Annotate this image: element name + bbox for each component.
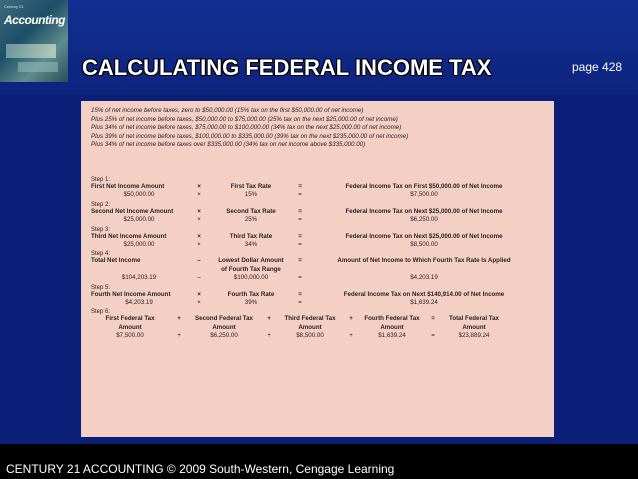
operator: = xyxy=(298,298,302,306)
step-value: 15% xyxy=(244,191,258,199)
step-value: 25% xyxy=(244,216,258,224)
step-value: 39% xyxy=(244,298,258,306)
step-value-row xyxy=(91,191,551,199)
operator: = xyxy=(298,257,302,265)
operator: = xyxy=(431,332,435,340)
step-label: Step 6: xyxy=(91,309,111,316)
step-header-row-2 xyxy=(91,266,551,274)
operator: = xyxy=(298,183,302,190)
operator: = xyxy=(431,315,435,323)
step-value-row xyxy=(91,241,551,249)
operator: × xyxy=(197,183,201,190)
step6-header-row xyxy=(91,315,551,323)
page-reference: page 428 xyxy=(572,60,623,74)
step-cell: Amount xyxy=(118,323,142,331)
step-cell: First Tax Rate xyxy=(230,183,272,190)
operator: + xyxy=(349,332,353,340)
book-cover-logo xyxy=(0,0,68,82)
step-header-row xyxy=(91,233,551,241)
step-cell: Amount of Net Income to Which Fourth Tax Rate Is Applied xyxy=(337,257,511,265)
step-value: $7,500.00 xyxy=(116,332,144,340)
operator: + xyxy=(267,332,271,340)
step-cell: of Fourth Tax Range xyxy=(221,265,281,273)
operator: × xyxy=(197,191,201,199)
operator: = xyxy=(298,232,302,240)
step-value: $50,000.00 xyxy=(123,191,155,199)
step-cell: Third Net Income Amount xyxy=(91,232,167,240)
tax-calculation-panel xyxy=(81,101,554,437)
step-header-row xyxy=(91,208,551,216)
operator: + xyxy=(177,315,181,323)
operator: × xyxy=(197,290,201,298)
logo-small-text: Century 21 xyxy=(4,4,24,9)
step-cell: Second Tax Rate xyxy=(226,207,276,215)
step-value: $8,500.00 xyxy=(410,240,438,248)
step-cell: Federal Income Tax on Next $25,000.00 of Net Income xyxy=(345,207,503,215)
step-cell: Third Tax Rate xyxy=(229,232,273,240)
operator: = xyxy=(298,274,302,282)
calculation-steps xyxy=(91,175,551,340)
step-value: $23,889.24 xyxy=(458,332,490,340)
step-cell: First Federal Tax xyxy=(105,315,155,323)
step-cell: Total Federal Tax xyxy=(449,315,499,323)
step-value-row xyxy=(91,299,551,307)
tax-rule: 15% of net income before taxes, zero to $50,000.00 (15% tax on the first $50,000.00 of net income) xyxy=(91,107,364,114)
step-value: $1,639.24 xyxy=(378,332,406,340)
operator: × xyxy=(197,216,201,224)
step-cell: Amount xyxy=(298,323,322,331)
operator: = xyxy=(298,207,302,215)
step-cell: Federal Income Tax on Next $25,000.00 of Net Income xyxy=(345,232,503,240)
step-value-row xyxy=(91,274,551,282)
operator: – xyxy=(197,257,201,265)
operator: = xyxy=(298,240,302,248)
step-cell: Second Net Income Amount xyxy=(91,207,174,215)
step-label: Step 2: xyxy=(91,201,111,208)
step6-header-row-2 xyxy=(91,324,551,332)
step-label: Step 1: xyxy=(91,177,111,183)
step-cell: Total Net Income xyxy=(91,257,141,265)
step-cell: Third Federal Tax xyxy=(284,315,336,323)
step-label: Step 5: xyxy=(91,284,111,291)
operator: = xyxy=(298,290,302,298)
slide-title: CALCULATING FEDERAL INCOME TAX xyxy=(82,55,492,80)
step-value: $8,500.00 xyxy=(296,332,324,340)
tax-rule: Plus 25% of net income before taxes, $50,000.00 to $75,000.00 (25% tax on the next $25,000.00 of net income) xyxy=(91,115,398,123)
operator: = xyxy=(298,191,302,199)
step-value: $6,250.00 xyxy=(210,332,238,340)
step-value: $104,203.19 xyxy=(121,274,157,282)
operator: × xyxy=(197,232,201,240)
step-value: $100,000.00 xyxy=(233,274,269,282)
step-cell: Fourth Tax Rate xyxy=(227,290,275,298)
step-value: $1,639.24 xyxy=(410,298,438,306)
step-cell: Fourth Net Income Amount xyxy=(91,290,171,298)
operator: + xyxy=(177,332,181,340)
operator: + xyxy=(349,315,353,323)
step-label: Step 3: xyxy=(91,226,111,233)
step-value: $4,203.19 xyxy=(410,274,438,282)
step-cell: Fourth Federal Tax xyxy=(364,315,420,323)
tax-rule: Plus 34% of net income before taxes, $75,000.00 to $100,000.00 (34% tax on the next $25,000.00 of net income) xyxy=(91,124,402,132)
operator: + xyxy=(267,315,271,323)
step-value: $7,500.00 xyxy=(410,191,438,199)
step-header-row xyxy=(91,291,551,299)
step-cell: Amount xyxy=(212,323,236,331)
step-value: $4,203.19 xyxy=(125,298,153,306)
step-header-row xyxy=(91,257,551,265)
step-value: $6,250.00 xyxy=(410,216,438,224)
step-value: $25,000.00 xyxy=(123,216,155,224)
logo-word: Accounting xyxy=(4,13,65,27)
step-label: Step 4: xyxy=(91,251,111,258)
footer-copyright: CENTURY 21 ACCOUNTING © 2009 South-Western, Cengage Learning xyxy=(6,462,395,476)
step-cell: Amount xyxy=(462,323,486,331)
step-cell: Second Federal Tax xyxy=(195,315,253,323)
operator: – xyxy=(197,274,201,282)
step-value: $25,000.00 xyxy=(123,240,155,248)
tax-rule: Plus 39% of net income before taxes, $100,000.00 to $335,000.00 (39% tax on the next $235,000.00 of net income) xyxy=(91,132,409,140)
tax-rule: Plus 34% of net income before taxes over $335,000.00 (34% tax on net income above $335,000.00) xyxy=(91,141,366,149)
operator: × xyxy=(197,240,201,248)
operator: × xyxy=(197,207,201,215)
operator: × xyxy=(197,298,201,306)
step-cell: Lowest Dollar Amount xyxy=(218,257,284,265)
step-value: 34% xyxy=(244,240,258,248)
step-header-row xyxy=(91,183,551,191)
step-cell: Federal Income Tax on Next $140,914.00 of Net Income xyxy=(343,290,505,298)
step-cell: Federal Income Tax on First $50,000.00 of Net Income xyxy=(345,183,503,190)
operator: = xyxy=(298,216,302,224)
tax-rules xyxy=(91,107,408,150)
step-cell: Amount xyxy=(380,323,404,331)
step-cell: First Net Income Amount xyxy=(91,183,165,190)
step-value-row xyxy=(91,216,551,224)
step6-value-row xyxy=(91,332,551,340)
